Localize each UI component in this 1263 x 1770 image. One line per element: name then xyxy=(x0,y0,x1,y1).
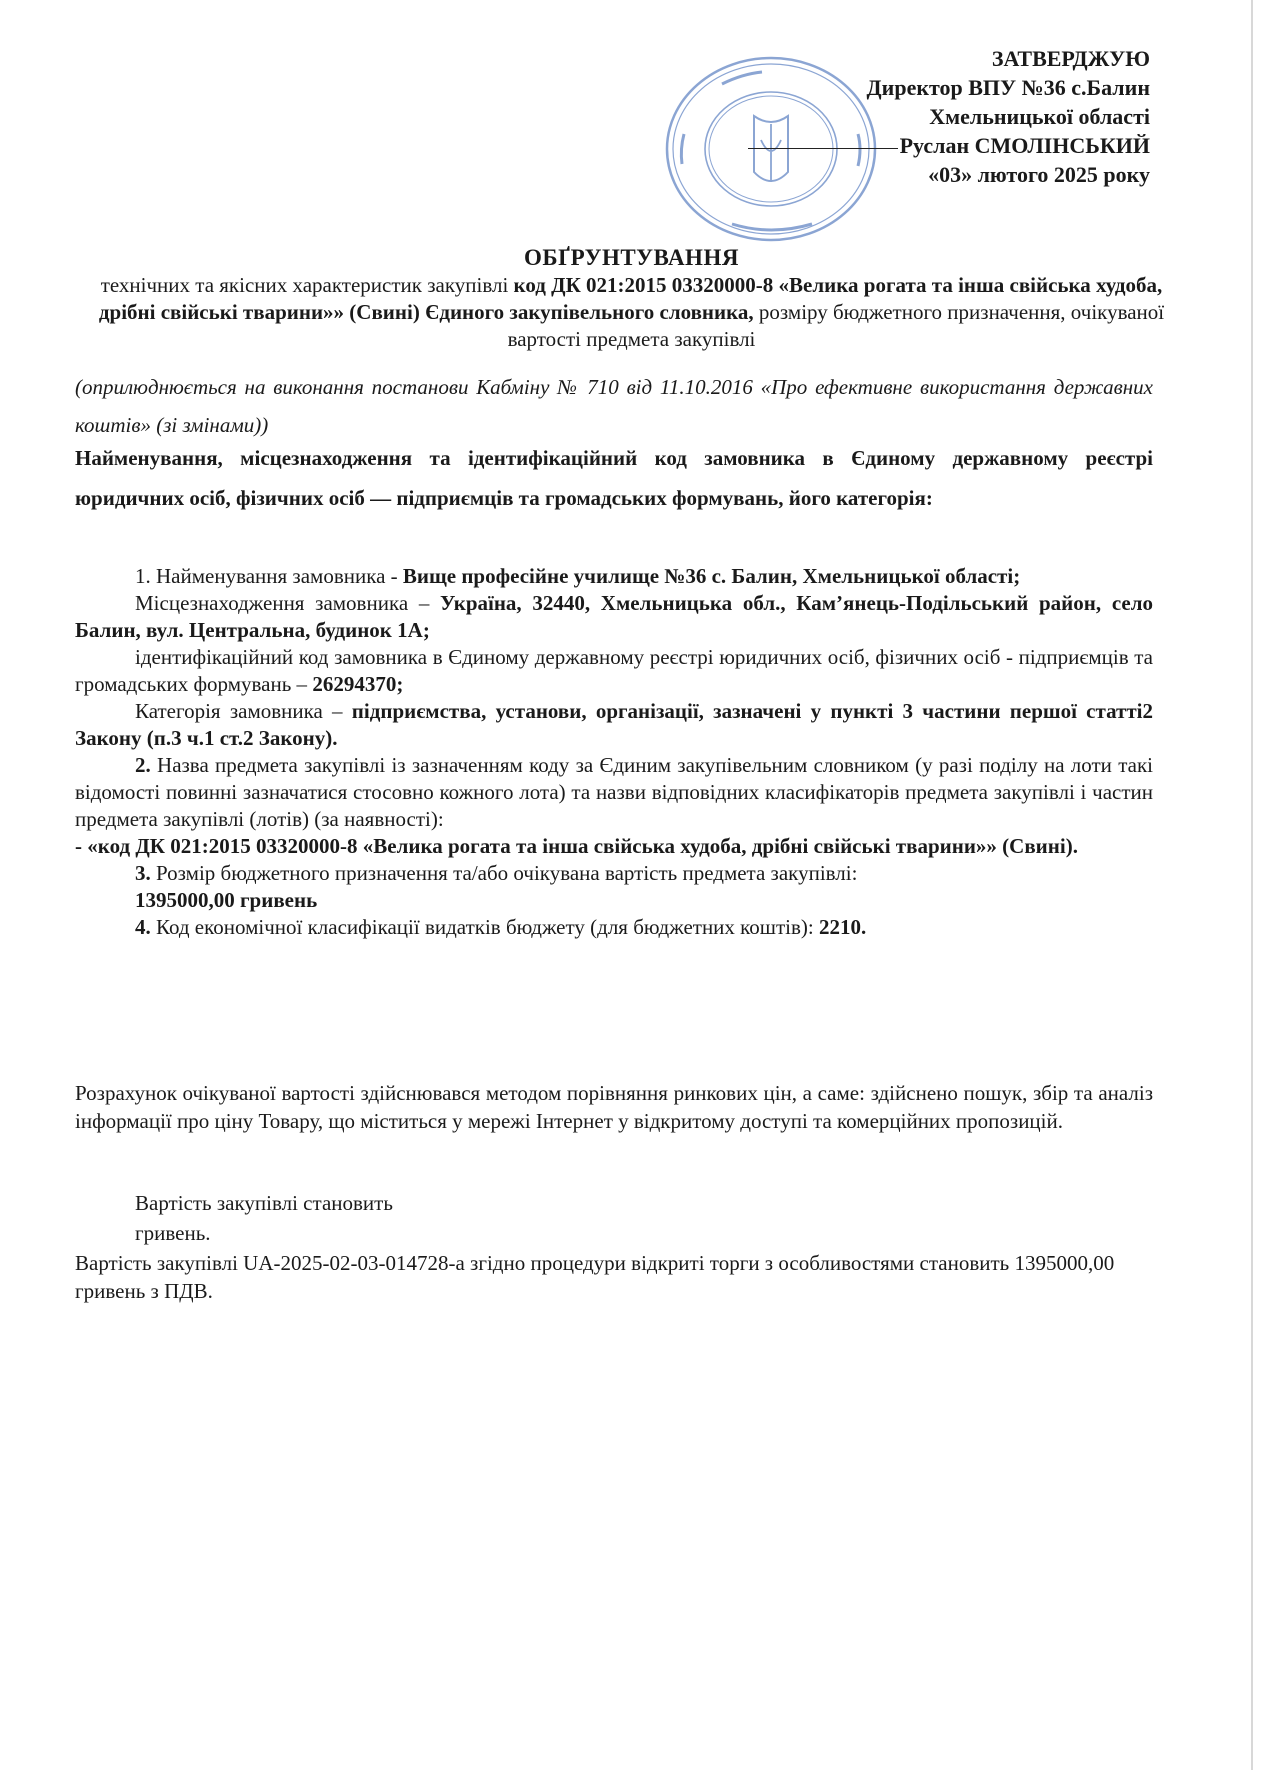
cost-line-2: гривень. xyxy=(135,1221,211,1245)
customer-category-value: підприємства, установи, організації, зазначені у пункті 3 частини першої статті2 Закону (п.3 ч.1 ст.2 Закону). xyxy=(75,699,1153,750)
final-cost-paragraph: Вартість закупівлі UA-2025-02-03-014728-а згідно процедури відкриті торги з особливостями становить 1395000,00 гривень з ПДВ. xyxy=(75,1251,1115,1303)
approver-name: Руслан СМОЛІНСЬКИЙ xyxy=(899,133,1150,158)
subject-number: 2. xyxy=(135,753,151,777)
customer-code-value: 26294370; xyxy=(312,672,404,696)
customer-location-item xyxy=(75,590,1153,644)
document-subtitle xyxy=(95,272,1168,353)
cost-line-1: Вартість закупівлі становить xyxy=(135,1191,393,1215)
approval-heading: ЗАТВЕРДЖУЮ xyxy=(991,46,1150,71)
customer-code-label: ідентифікаційний код замовника в Єдиному державному реєстрі юридичних осіб, фізичних осіб - підприємців та громадських формувань – xyxy=(75,645,1153,696)
ekv-label: Код економічної класифікації видатків бюджету (для бюджетних коштів): xyxy=(150,915,819,939)
customer-name-item xyxy=(75,563,1153,590)
subtitle-part-1: технічних та якісних характеристик закупівлі xyxy=(100,273,514,297)
customer-code-item xyxy=(75,644,1153,698)
calculation-paragraph: Розрахунок очікуваної вартості здійснювався методом порівняння ринкових цін, а саме: здійснено пошук, збір та аналіз інформації про ціну Товару, що міститься у мережі Інтернет у відкритому доступі та комерційних пропозицій. xyxy=(75,1081,1153,1133)
customer-category-item xyxy=(75,698,1153,752)
customer-details xyxy=(75,563,1153,941)
ekv-value: 2210. xyxy=(818,915,867,939)
subject-item xyxy=(75,752,1153,833)
approver-region: Хмельницької області xyxy=(929,104,1150,129)
customer-name-label: 1. Найменування замовника - xyxy=(135,564,403,588)
budget-label: Розмір бюджетного призначення та/або очікувана вартість предмета закупівлі: xyxy=(150,861,858,885)
approver-position: Директор ВПУ №36 с.Балин xyxy=(866,75,1150,100)
budget-value: 1395000,00 гривень xyxy=(135,888,318,912)
document-title: ОБҐРУНТУВАННЯ xyxy=(524,245,739,270)
cost-lines xyxy=(75,1188,1153,1248)
customer-heading: Найменування, місцезнаходження та ідентифікаційний код замовника в Єдиному державному реєстрі юридичних осіб, фізичних осіб — підприємців та громадських формувань, його категорія: xyxy=(75,446,1153,510)
customer-location-value: Україна, 32440, Хмельницька обл., Кам’янець-Подільський район, село Балин, вул. Центральна, будинок 1А; xyxy=(75,591,1153,642)
publication-note: (оприлюднюється на виконання постанови Кабміну № 710 від 11.10.2016 «Про ефективне використання державних коштів» (зі змінами)) xyxy=(75,375,1153,437)
subject-label: Назва предмета закупівлі із зазначенням коду за Єдиним закупівельним словником (у разі поділу на лоти такі відомості повинні зазначатися стосовно кожного лота) та назви відповідних класифікаторів предмета закупівлі і частин предмета закупівлі (лотів) (за наявності): xyxy=(75,753,1153,831)
subject-value: - «код ДК 021:2015 03320000-8 «Велика рогата та інша свійська худоба, дрібні свійські тварини»» (Свині). xyxy=(75,834,1078,858)
customer-name-value: Вище професійне училище №36 с. Балин, Хмельницької області; xyxy=(402,564,1021,588)
approval-block xyxy=(748,44,1150,189)
approver-name-line xyxy=(748,131,1150,160)
budget-number: 3. xyxy=(135,861,151,885)
subtitle-code: код ДК 021:2015 03320000-8 «Велика рогата та інша свійська худоба, дрібні свійські тварини»» (Свині) Єдиного закупівельного словника, xyxy=(98,273,1163,324)
ekv-number: 4. xyxy=(135,915,151,939)
customer-location-label: Місцезнаходження замовника – xyxy=(135,591,441,615)
budget-item xyxy=(75,860,1153,887)
customer-category-label: Категорія замовника – xyxy=(135,699,352,723)
signature-line xyxy=(748,148,898,149)
ekv-item xyxy=(75,914,1153,941)
approval-date: «03» лютого 2025 року xyxy=(928,162,1150,187)
subtitle-part-3: розміру бюджетного призначення, очікуваної вартості предмета закупівлі xyxy=(507,300,1165,351)
